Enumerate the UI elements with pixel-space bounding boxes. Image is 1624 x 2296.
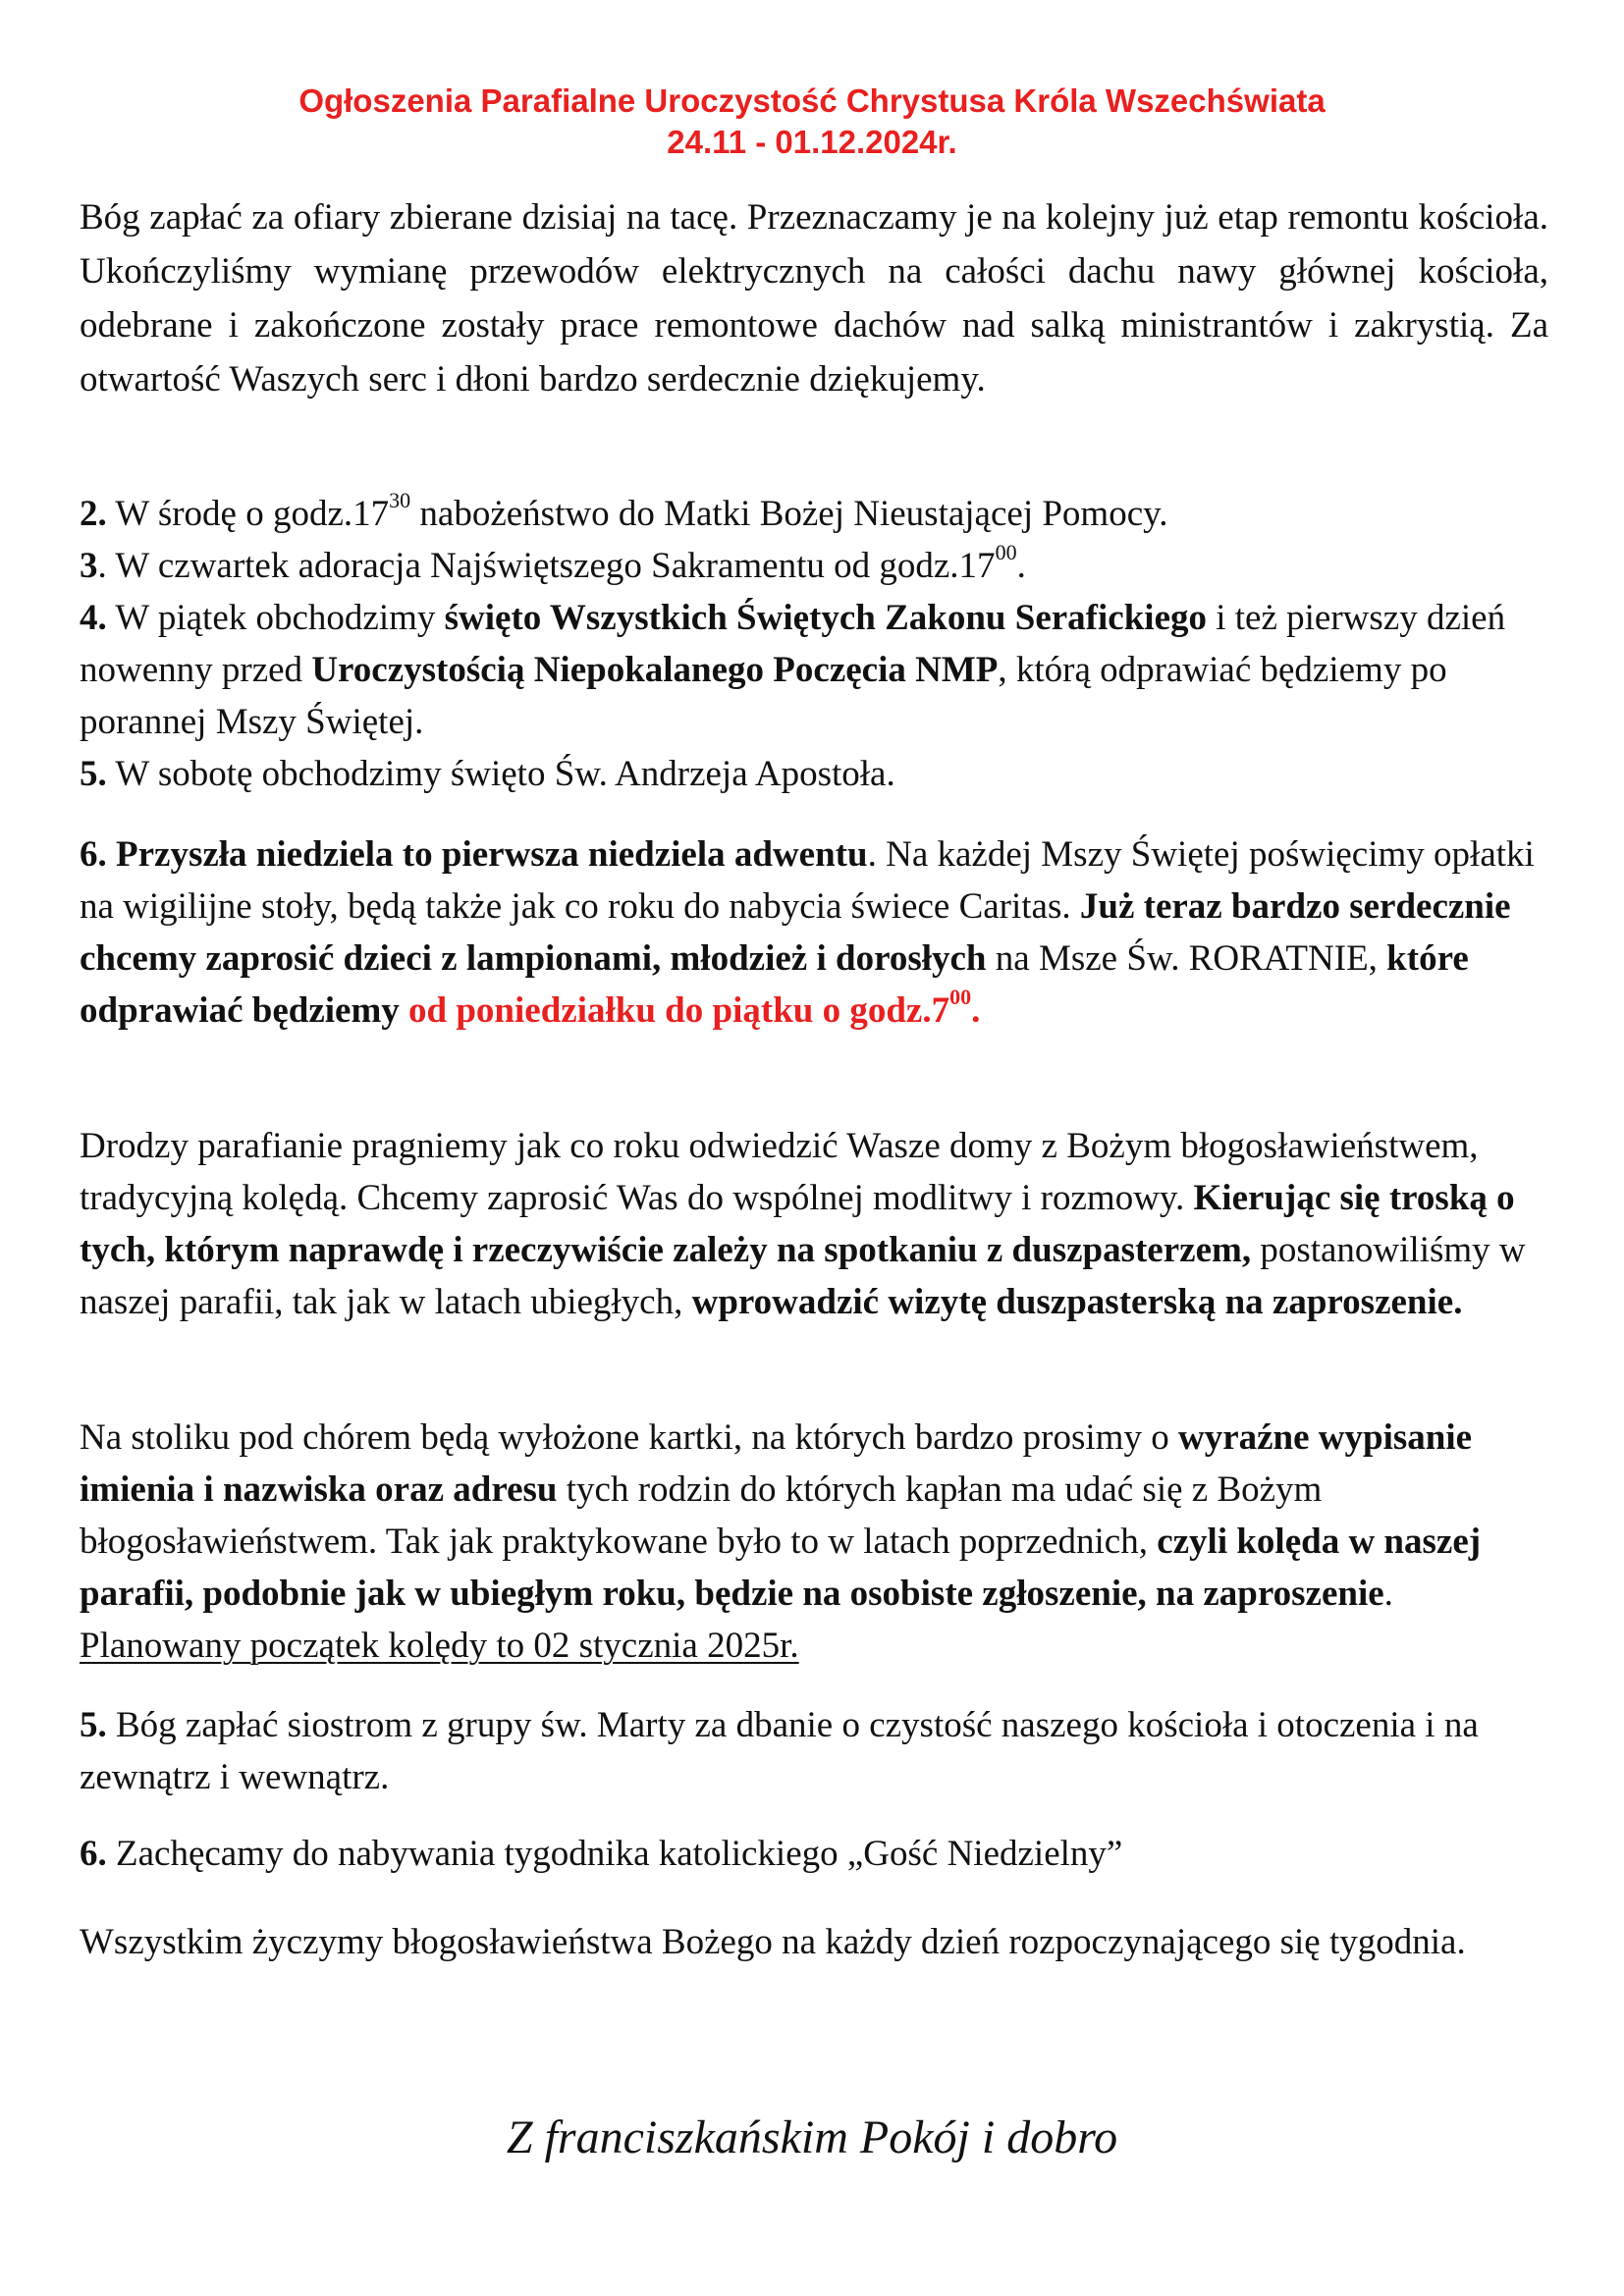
item-number: 4. <box>80 598 107 638</box>
announcement-item-5-thanks: 5. Bóg zapłać siostrom z grupy św. Marty za dbanie o czystość naszego kościoła i otoczenia i na zewnątrz i wewnątrz. <box>80 1705 1479 1797</box>
announcement-item-6-advent: 6. Przyszła niedziela to pierwsza niedziela adwentu. Na każdej Mszy Świętej poświęcimy opłatki na wigilijne stoły, będą także jak co roku do nabycia świece Caritas. Już teraz bardzo serdecznie chcemy zaprosić dzieci z lampionami, młodzież i dorosłych na Msze Św. RORATNIE, które odprawiać będziemy od poniedziałku do piątku o $godz.7^{00}$. <box>80 834 1535 1031</box>
item-number: 5. <box>80 1705 107 1745</box>
announcement-item-2: 2. W środę o $godz.17^{30}$ nabożeństwo do Matki Bożej Nieustającej Pomocy. <box>80 487 1168 534</box>
item-number: 5. <box>80 754 107 794</box>
offerings-paragraph: Bóg zapłać za ofiary zbierane dzisiaj na tacę. Przeznaczamy je na kolejny już etap remontu kościoła. Ukończyliśmy wymianę przewodów elektrycznych na całości dachu nawy głównej kościoła, odebrane i zakończone zostały prace remontowe dachów nad salką ministrantów i zakrystią. Za otwartość Waszych serc i dłoni bardzo serdecznie dziękujemy. <box>80 197 1548 400</box>
announcement-item-3: 3. W czwartek adoracja Najświętszego Sakramentu od $godz.17^{00}$. <box>80 539 1026 586</box>
item-number: 2. <box>80 494 107 534</box>
title-line-2: 24.11 - 01.12.2024r. <box>667 124 957 160</box>
koleda-signup-paragraph: Na stoliku pod chórem będą wyłożone kartki, na których bardzo prosimy o wyraźne wypisanie imienia i nazwiska oraz adresu tych rodzin do których kapłan ma udać się z Bożym błogosławieństwem. Tak jak praktykowane było to w latach poprzednich, czyli kolęda w naszej parafii, podobnie jak w ubiegłym roku, będzie na osobiste zgłoszenie, na zaproszenie. Planowany początek kolędy to 02 stycznia 2025r. <box>80 1417 1482 1666</box>
announcement-item-4: 4. W piątek obchodzimy święto Wszystkich Świętych Zakonu Serafickiego i też pierwszy dzień nowenny przed Uroczystością Niepokalanego Poczęcia NMP, którą odprawiać będziemy po porannej Mszy Świętej. <box>80 598 1506 742</box>
koleda-start-date: Planowany początek kolędy to 02 stycznia 2025r. <box>80 1626 799 1666</box>
page-title <box>0 80 1624 163</box>
rorate-times: od poniedziałku do piątku o $godz.7^{00}$. <box>408 984 981 1031</box>
announcement-item-5: 5. W sobotę obchodzimy święto Św. Andrzeja Apostoła. <box>80 754 895 794</box>
item-number: 3 <box>80 546 98 586</box>
wishes-paragraph: Wszystkim życzymy błogosławieństwa Bożego na każdy dzień rozpoczynającego się tygodnia. <box>80 1922 1466 1962</box>
title-line-1: Ogłoszenia Parafialne Uroczystość Chrystusa Króla Wszechświata <box>298 82 1326 119</box>
closing-greeting: Z franciszkańskim Pokój i dobro <box>506 2111 1118 2163</box>
item-number: 6. <box>80 1834 107 1874</box>
announcement-item-6-magazine: 6. Zachęcamy do nabywania tygodnika katolickiego „Gość Niedzielny” <box>80 1834 1123 1874</box>
koleda-invitation-paragraph: Drodzy parafianie pragniemy jak co roku odwiedzić Wasze domy z Bożym błogosławieństwem, tradycyjną kolędą. Chcemy zaprosić Was do wspólnej modlitwy i rozmowy. Kierując się troską o tych, którym naprawdę i rzeczywiście zależy na spotkaniu z duszpasterzem, postanowiliśmy w naszej parafii, tak jak w latach ubiegłych, wprowadzić wizytę duszpasterską na zaproszenie. <box>80 1126 1526 1322</box>
